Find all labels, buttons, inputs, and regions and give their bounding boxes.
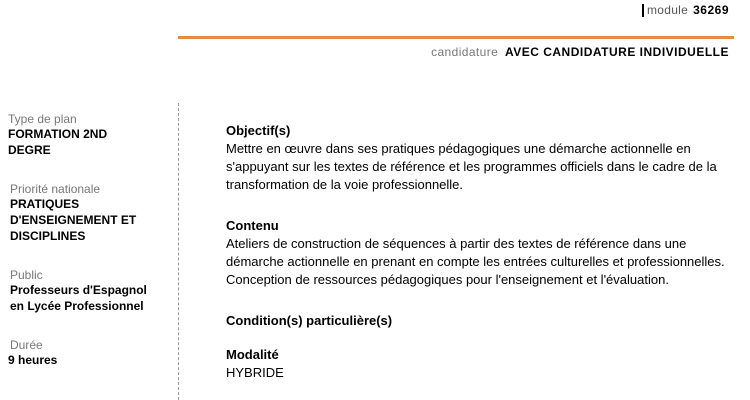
duree (8, 338, 168, 368)
module-id (642, 3, 729, 17)
candidature-value: AVEC CANDIDATURE INDIVIDUELLE (504, 45, 729, 59)
type-plan-label: Type de plan (8, 112, 77, 126)
duree-label: Durée (10, 338, 43, 352)
conditions-section (226, 312, 746, 330)
duree-value: 9 heures (8, 353, 58, 367)
candidature-line (431, 45, 729, 59)
priorite-label: Priorité nationale (10, 182, 101, 196)
objectifs-title: Objectif(s) (226, 123, 291, 138)
modalite-value: HYBRIDE (226, 365, 284, 380)
priorite (8, 182, 168, 244)
module-label: module (646, 3, 689, 17)
public-label: Public (10, 268, 43, 282)
contenu-section (226, 217, 746, 289)
priorite-value: PRATIQUES D'ENSEIGNEMENT ET DISCIPLINES (10, 197, 137, 243)
sidebar (8, 112, 168, 368)
modalite-section (226, 346, 746, 382)
contenu-title: Contenu (226, 218, 279, 233)
header-rule (178, 36, 734, 39)
contenu-body: Ateliers de construction de séquences à partir des textes de référence dans une démarche actionnelle en prenant en compte les entrées culturelles et professionnelles. Conception de ressources pédagogiques pour l'enseignement et l'évaluation. (226, 236, 725, 287)
public (8, 268, 168, 314)
type-plan-value: FORMATION 2ND DEGRE (8, 127, 108, 157)
objectifs-section (226, 122, 746, 194)
module-bar (642, 4, 644, 17)
type-plan (8, 112, 168, 158)
candidature-label: candidature (431, 45, 499, 59)
modalite-title: Modalité (226, 347, 279, 362)
conditions-title: Condition(s) particulière(s) (226, 313, 393, 328)
module-number: 36269 (693, 3, 729, 17)
objectifs-body: Mettre en œuvre dans ses pratiques pédagogiques une démarche actionnelle en s'appuyant sur les textes de référence et les programmes officiels dans le cadre de la transformation de la voie professionnelle. (226, 141, 717, 192)
main-content (226, 122, 746, 382)
public-value: Professeurs d'Espagnol en Lycée Professionnel (10, 283, 147, 313)
column-divider (178, 103, 179, 400)
